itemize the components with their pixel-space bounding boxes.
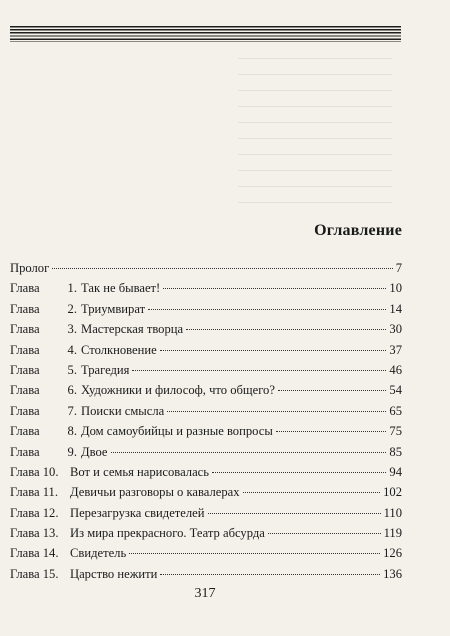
toc-entry-number: 3. (67, 322, 77, 337)
toc-entry-number: 1. (67, 281, 77, 296)
toc-entry-label: Глава 12. (10, 505, 59, 520)
toc-entry-title: Из мира прекрасного. Театр абсурда (70, 526, 265, 541)
toc-entry-label: Пролог (10, 261, 50, 275)
toc-entry-page: 65 (389, 403, 402, 418)
toc-entry-page: 119 (383, 526, 402, 541)
toc-entry-label: Глава 11. (10, 485, 59, 500)
toc-entry-label: Глава (10, 362, 40, 377)
toc-entry-page: 110 (383, 505, 402, 520)
toc-entry-label: Глава (10, 424, 40, 439)
toc-entry-title: Так не бывает! (81, 281, 161, 296)
toc-entry-page: 136 (383, 566, 402, 581)
header-decorative-rule (10, 26, 401, 42)
toc-entry-label: Глава 14. (10, 546, 59, 561)
toc-entry-title: Трагедия (81, 362, 130, 377)
leader-dots (268, 520, 381, 534)
toc-heading: Оглавление (314, 222, 402, 239)
toc-entry-title: Триумвират (81, 301, 146, 316)
leader-dots (111, 439, 387, 453)
leader-dots (129, 541, 380, 555)
toc-entry-page: 102 (383, 485, 402, 500)
toc-entry[interactable] (10, 564, 402, 584)
toc-entry-page: 10 (389, 281, 402, 296)
toc-entry-page: 37 (389, 342, 402, 357)
toc-entry-page: 75 (389, 424, 402, 439)
toc-entry-number: 4. (67, 342, 77, 357)
leader-dots (148, 296, 386, 310)
toc-entry-label: Глава (10, 444, 40, 459)
toc-entry-label: Глава 10. (10, 464, 59, 479)
toc-entry-title: Свидетель (70, 546, 127, 561)
toc-entry-page: 85 (389, 444, 402, 459)
toc-entry-title: Девичьи разговоры о кавалерах (70, 485, 240, 500)
leader-dots (276, 419, 387, 433)
toc-entry-title: Перезагрузка свидетелей (70, 505, 205, 520)
leader-dots (243, 480, 381, 494)
leader-dots (132, 357, 386, 371)
toc-entry-page: 7 (395, 261, 402, 275)
leader-dots (160, 561, 380, 575)
toc-entry-page: 126 (383, 546, 402, 561)
show-through-text: —————————————— —————————————— —————————————— —————————————— —————————————— —————————————— —————————————— —————————————— —————————————— —————————————— (238, 52, 392, 208)
toc-entry-label: Глава 15. (10, 566, 59, 581)
toc-entry-title: Вот и семья нарисовалась (70, 464, 209, 479)
page-number: 317 (194, 586, 216, 601)
toc-entry-label: Глава (10, 403, 40, 418)
leader-dots (186, 317, 386, 331)
toc-entry-number: 6. (67, 383, 77, 398)
toc-entry-title: Двое (81, 444, 108, 459)
toc-entry-title: Художники и философ, что общего? (81, 383, 275, 398)
leader-dots (212, 459, 386, 473)
toc-entry-page: 94 (389, 464, 402, 479)
toc-entry-number: 2. (67, 301, 77, 316)
toc-entry-page: 54 (389, 383, 402, 398)
toc-entry-label: Глава (10, 322, 40, 337)
toc-entry-label: Глава (10, 383, 40, 398)
leader-dots (167, 398, 386, 412)
toc-entry-label: Глава 13. (10, 526, 59, 541)
table-of-contents (10, 258, 402, 584)
toc-entry-number: 7. (67, 403, 77, 418)
leader-dots (52, 255, 392, 269)
toc-entry-title: Дом самоубийцы и разные вопросы (81, 424, 273, 439)
toc-entry-label: Глава (10, 281, 40, 296)
toc-entry-page: 14 (389, 301, 402, 316)
toc-entry-page: 30 (389, 322, 402, 337)
toc-entry-number: 5. (67, 362, 77, 377)
leader-dots (278, 378, 386, 392)
toc-entry-title: Мастерская творца (81, 322, 184, 337)
toc-entry-number: 8. (67, 424, 77, 439)
leader-dots (160, 337, 387, 351)
toc-entry-number: 9. (67, 444, 77, 459)
toc-entry-label: Глава (10, 342, 40, 357)
toc-entry-label: Глава (10, 301, 40, 316)
leader-dots (163, 276, 386, 290)
toc-entry-page: 46 (389, 362, 402, 377)
leader-dots (208, 500, 381, 514)
toc-entry-title: Царство нежити (70, 566, 158, 581)
toc-entry-title: Столкновение (81, 342, 157, 357)
toc-entry-title: Поиски смысла (81, 403, 165, 418)
